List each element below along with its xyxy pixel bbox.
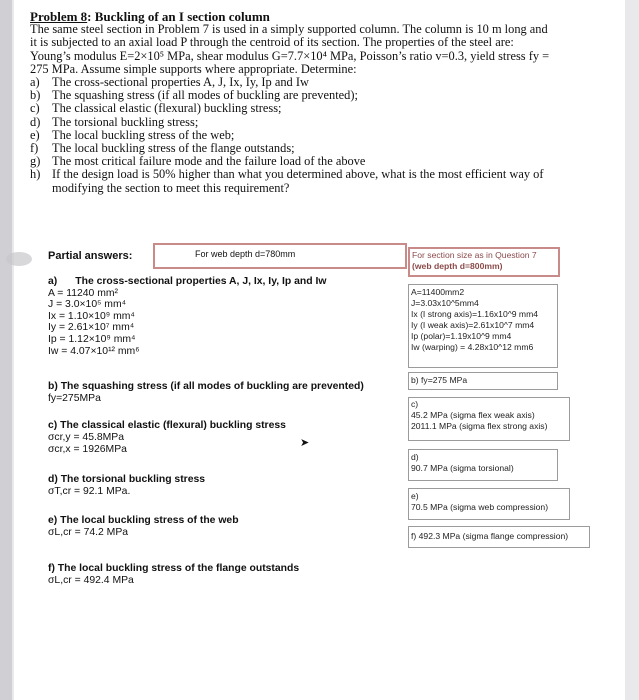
right-line: Iw (warping) = 4.28x10^12 mm6 xyxy=(411,342,534,352)
item-text: If the design load is 50% higher than what you determined above, what is the most efficient way of modifying the section to meet this requirement? xyxy=(52,167,544,195)
answer-line: fy=275MPa xyxy=(48,393,101,404)
item-text: The local buckling stress of the flange outstands; xyxy=(52,141,295,156)
item-text: The local buckling stress of the web; xyxy=(52,127,235,142)
right-answer-e-box xyxy=(408,488,570,520)
page-edge xyxy=(0,0,12,700)
right-answer-c xyxy=(409,398,569,432)
item-label: h) xyxy=(30,167,41,182)
answer-line: σL,cr = 492.4 MPa xyxy=(48,575,134,586)
right-answer-a xyxy=(409,285,557,353)
section-size-header xyxy=(410,249,558,272)
answer-a-label: a) xyxy=(48,276,58,287)
problem-item xyxy=(30,102,550,115)
answer-line: σL,cr = 74.2 MPa xyxy=(48,527,129,538)
partial-answers-heading: Partial answers: xyxy=(48,250,133,262)
right-line: d) xyxy=(411,452,419,462)
item-label: g) xyxy=(30,154,41,169)
web-depth-label: For web depth d=780mm xyxy=(195,249,296,259)
right-answer-d-box xyxy=(408,449,558,481)
answer-d-heading: d) The torsional buckling stress xyxy=(48,474,206,485)
right-answer-f-box xyxy=(408,526,590,548)
answer-d xyxy=(48,474,368,498)
answer-line: σcr,y = 45.8MPa xyxy=(48,432,125,443)
right-line: 90.7 MPa (sigma torsional) xyxy=(411,463,514,473)
answer-line: Iy = 2.61×10⁷ mm⁴ xyxy=(48,322,135,334)
answer-a-heading xyxy=(48,276,408,288)
background-shadow xyxy=(6,252,32,266)
answer-line: σT,cr = 92.1 MPa. xyxy=(48,486,131,497)
right-line: J=3.03x10^5mm4 xyxy=(411,298,479,308)
answer-f xyxy=(48,563,388,587)
item-label: a) xyxy=(30,75,40,90)
item-text: The cross-sectional properties A, J, Ix, Iy, Ip and Iw xyxy=(52,75,309,90)
answer-line: Ix = 1.10×10⁹ mm⁴ xyxy=(48,310,135,322)
right-line: Ip (polar)=1.19x10^9 mm4 xyxy=(411,331,512,341)
right-line: 2011.1 MPa (sigma flex strong axis) xyxy=(411,421,548,431)
answer-b-heading: b) The squashing stress (if all modes of buckling are prevented) xyxy=(48,381,364,392)
problem-statement xyxy=(30,10,550,195)
answer-c-heading: c) The classical elastic (flexural) buckling stress xyxy=(48,420,286,431)
right-answer-e xyxy=(409,489,569,513)
right-answer-a-box xyxy=(408,284,558,368)
item-text: The classical elastic (flexural) buckling stress; xyxy=(52,101,282,116)
problem-intro: The same steel section in Problem 7 is used in a simply supported column. The column is 10 m long and it is subjected to an axial load P through the centroid of its section. The properties of the steel are: Young’s modulus E=2×10⁵ MPa, shear modulus G=7.7×10⁴ MPa, Poisson’s ratio v=0.3, yield stress fy = 275 MPa. Assume simple supports where appropriate. Determine: xyxy=(30,22,550,76)
item-text: The torsional buckling stress; xyxy=(52,114,199,129)
answer-line: J = 3.0×10⁵ mm⁴ xyxy=(48,299,127,311)
answer-e xyxy=(48,515,368,539)
problem-item xyxy=(30,116,550,129)
answer-line: Ip = 1.12×10⁹ mm⁴ xyxy=(48,333,136,345)
answer-b xyxy=(48,381,408,405)
answer-a xyxy=(48,276,408,357)
problem-title-text: : Buckling of an I section column xyxy=(87,9,270,24)
answer-line: σcr,x = 1926MPa xyxy=(48,444,127,455)
answer-c xyxy=(48,420,368,456)
web-depth-box xyxy=(153,243,407,269)
problem-number: Problem 8 xyxy=(30,9,88,24)
right-answer-f: f) 492.3 MPa (sigma flange compression) xyxy=(411,531,569,541)
right-line: A=11400mm2 xyxy=(411,287,465,297)
right-answer-b-box xyxy=(408,372,558,390)
item-label: e) xyxy=(30,127,40,142)
problem-items xyxy=(30,76,550,195)
right-line: 45.2 MPa (sigma flex weak axis) xyxy=(411,410,535,420)
problem-item xyxy=(30,168,550,194)
item-label: f) xyxy=(30,141,39,156)
answer-e-heading: e) The local buckling stress of the web xyxy=(48,515,239,526)
answer-line: Iw = 4.07×10¹² mm⁶ xyxy=(48,345,140,357)
right-line: 70.5 MPa (sigma web compression) xyxy=(411,502,549,512)
right-answer-b: b) fy=275 MPa xyxy=(411,375,468,385)
right-line: c) xyxy=(411,399,419,409)
item-text: The most critical failure mode and the failure load of the above xyxy=(52,154,366,169)
right-line: Iy (I weak axis)=2.61x10^7 mm4 xyxy=(411,320,535,330)
item-label: c) xyxy=(30,101,40,116)
right-line: e) xyxy=(411,491,419,501)
header-line: For section size as in Question 7 xyxy=(412,250,537,260)
right-answer-c-box xyxy=(408,397,570,441)
section-size-header-box xyxy=(408,247,560,277)
item-label: d) xyxy=(30,114,41,129)
right-answer-d xyxy=(409,450,557,474)
item-label: b) xyxy=(30,88,41,103)
right-line: Ix (I strong axis)=1.16x10^9 mm4 xyxy=(411,309,539,319)
item-text: The squashing stress (if all modes of buckling are prevented); xyxy=(52,88,358,103)
mouse-cursor-icon: ➤ xyxy=(300,436,310,449)
answer-a-heading-text: The cross-sectional properties A, J, Ix, Iy, Ip and Iw xyxy=(75,276,327,287)
header-line: (web depth d=800mm) xyxy=(412,261,503,271)
answer-line: A = 11240 mm² xyxy=(48,287,118,299)
answer-f-heading: f) The local buckling stress of the flange outstands xyxy=(48,563,300,574)
